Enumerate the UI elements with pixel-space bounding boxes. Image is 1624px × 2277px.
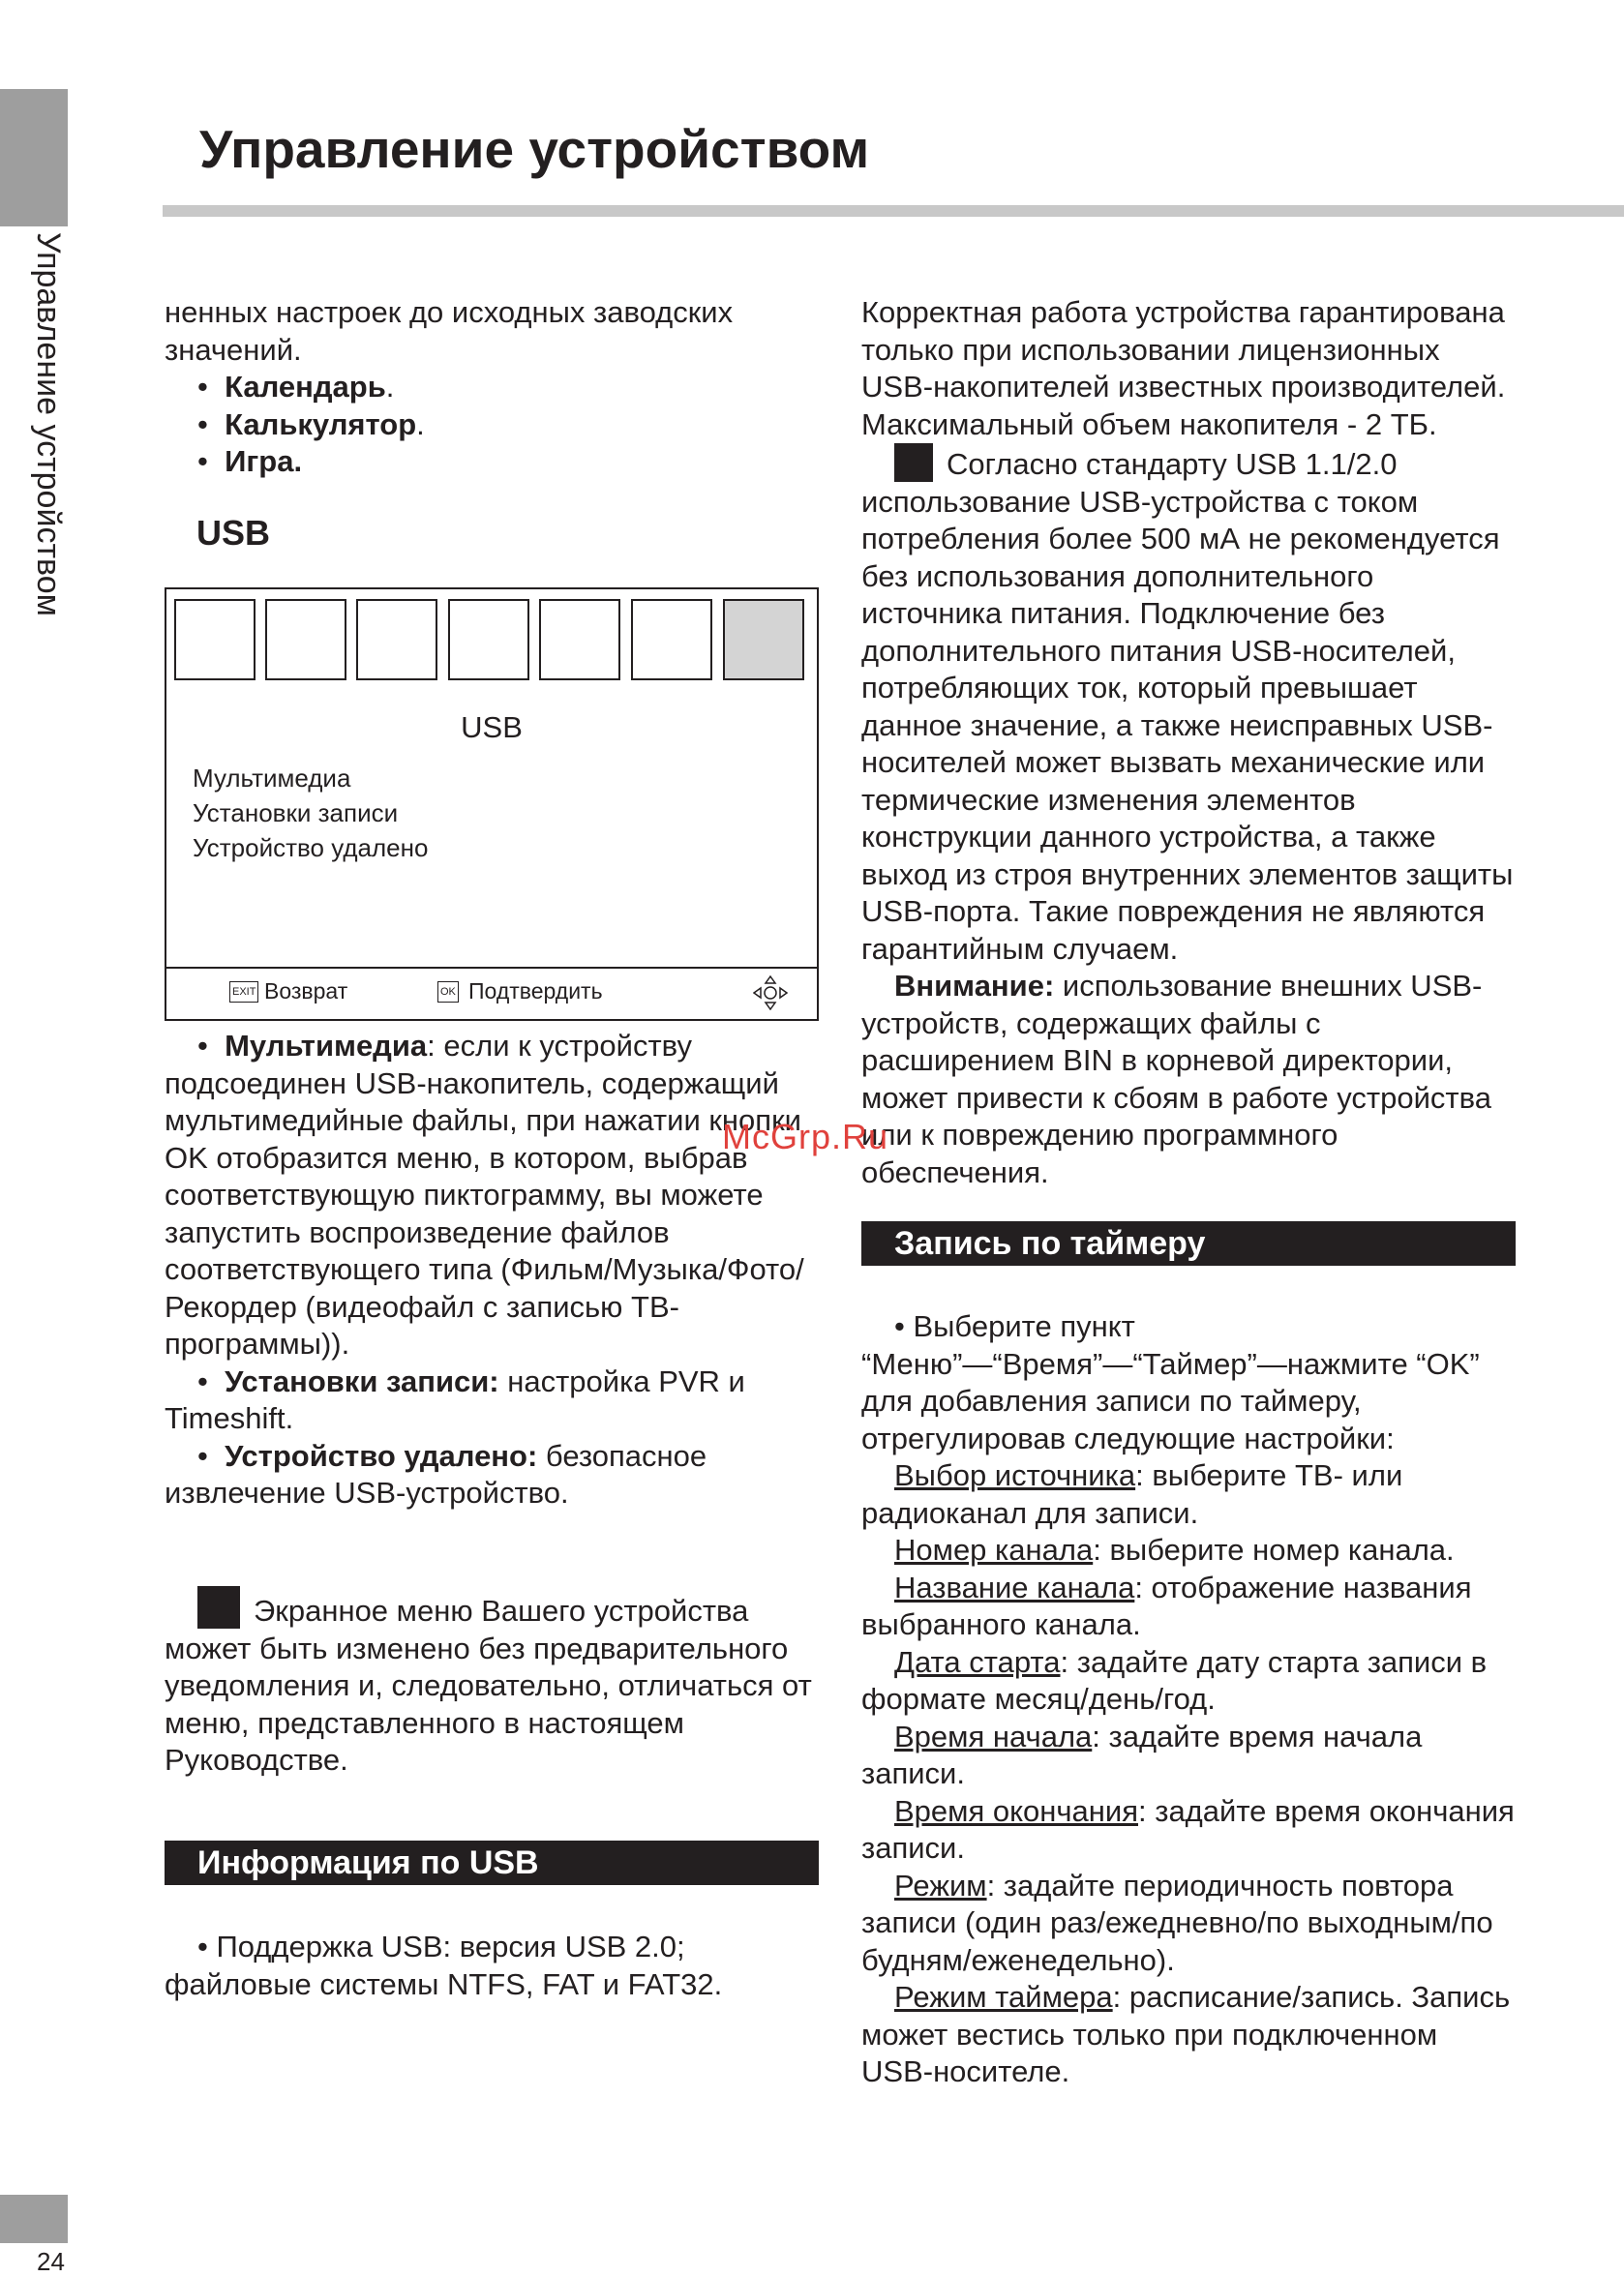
bullet-calendar: • Календарь.: [197, 370, 395, 404]
menu-item-remove-device[interactable]: Устройство удалено: [193, 833, 429, 862]
timer-item-timer-mode: Режим таймера: расписание/запись. Запись может вестись только при подключенном USB-носителе.: [861, 1980, 1511, 2088]
menu-tab-icon-2[interactable]: [265, 599, 346, 680]
left-note: [165, 1586, 823, 1780]
desc-record-settings: • Установки записи: настройка PVR и Timeshift.: [165, 1363, 745, 1435]
menu-footer: [166, 967, 817, 1019]
power-note-text: Согласно стандарту USB 1.1/2.0 использование USB-устройства с током потребления более 500 мА не рекомендуется без использования дополнительного источника питания. Подключение без дополнительного питания USB-носителей, потребляющих ток, который превышает данное значение, а также неисправных USB-носителей может вызвать механические или термические изменения элементов конструкции данного устройства, а также выход из строя внутренних элементов защиты USB-порта. Такие повреждения не являются гарантийным случаем.: [861, 447, 1514, 966]
timer-item-start-date: Дата старта: задайте дату старта записи в формате месяц/день/год.: [861, 1644, 1488, 1716]
page-number-tab: [0, 2195, 68, 2243]
menu-tab-icon-usb-selected[interactable]: [723, 599, 804, 680]
timer-intro: • Выберите пункт “Меню”—“Время”—“Таймер”—нажмите “OK” для добавления записи по таймеру, отрегулировав следующие настройки:: [861, 1309, 1480, 1455]
desc-multimedia: • Мультимедиа: если к устройству подсоединен USB-накопитель, содержащий мультимедийные файлы, при нажатии кнопки OK отобразится меню, в котором, выбрав соответствующую пиктограмму, вы можете запустить воспроизведение файлов соответствующего типа (Фильм/Музыка/Фото/Рекордер (видеофайл с записью ТВ-программы)).: [165, 1029, 804, 1361]
compat-paragraph: Корректная работа устройства гарантирована только при использовании лицензионных USB-накопителей известных производителей. Максимальный объем накопителя - 2 ТБ.: [861, 295, 1506, 441]
menu-descriptions: [165, 1028, 823, 1513]
timer-item-start-time: Время начала: задайте время начала записи.: [861, 1719, 1423, 1790]
warning-paragraph: Внимание: использование внешних USB-устройств, содержащих файлы с расширением BIN в корневой директории, может привести к сбоям в работе устройства или к повреждению программного обеспечения.: [861, 969, 1491, 1189]
ok-label[interactable]: Подтвердить: [468, 978, 603, 1004]
timer-item-mode: Режим: задайте периодичность повтора записи (один раз/ежедневно/по выходным/по будням/еженедельно).: [861, 1868, 1493, 1977]
timer-item-source: Выбор источника: выберите ТВ- или радиоканал для записи.: [861, 1458, 1403, 1530]
usb-info-heading: Информация по USB: [165, 1841, 819, 1885]
desc-remove-device: • Устройство удалено: безопасное извлечение USB-устройство.: [165, 1438, 707, 1510]
menu-item-record-settings[interactable]: Установки записи: [193, 798, 399, 827]
exit-key-icon: EXIT: [229, 981, 258, 1003]
bullet-game: • Игра.: [197, 444, 303, 478]
bullet-calculator: • Калькулятор.: [197, 406, 425, 441]
page-number: 24: [37, 2247, 65, 2276]
timer-heading: Запись по таймеру: [861, 1221, 1516, 1266]
timer-item-channel-name: Название канала: отображение названия выбранного канала.: [861, 1570, 1472, 1641]
menu-title: USB: [461, 710, 523, 744]
exit-label[interactable]: Возврат: [264, 978, 348, 1004]
watermark: McGrp.Ru: [722, 1117, 889, 1156]
menu-item-multimedia[interactable]: Мультимедиа: [193, 764, 351, 793]
side-section-label: Управление устройством: [30, 232, 67, 616]
timer-item-channel-number: Номер канала: выберите номер канала.: [894, 1533, 1455, 1567]
timer-item-end-time: Время окончания: задайте время окончания записи.: [861, 1793, 1515, 1865]
page-title: Управление устройством: [199, 119, 870, 179]
header-rule: [163, 205, 1624, 217]
menu-tab-icon-4[interactable]: [448, 599, 529, 680]
navigation-arrows-icon: [753, 975, 788, 1010]
side-tab-marker: [0, 89, 68, 226]
usb-menu-screen: [165, 587, 819, 1021]
note-text: Экранное меню Вашего устройства может быть изменено без предварительного уведомления и, следовательно, отличаться от меню, представленного в настоящем Руководстве.: [165, 1594, 812, 1777]
left-intro-block: [165, 294, 823, 481]
ok-key-icon: OK: [437, 981, 459, 1003]
usb-section-heading: USB: [196, 513, 271, 553]
menu-tab-icon-1[interactable]: [174, 599, 256, 680]
usb-info-text: • Поддержка USB: версия USB 2.0; файловые системы NTFS, FAT и FAT32.: [165, 1930, 723, 2001]
usb-info-block: [165, 1929, 823, 2003]
timer-block: [861, 1308, 1516, 2091]
menu-tab-icon-6[interactable]: [631, 599, 712, 680]
note-pencil-icon: [894, 443, 933, 482]
menu-tab-icon-5[interactable]: [539, 599, 620, 680]
menu-tab-icon-3[interactable]: [356, 599, 437, 680]
note-pencil-icon: [197, 1586, 240, 1629]
right-text-block: [861, 294, 1516, 1191]
intro-text: ненных настроек до исходных заводских значений.: [165, 295, 734, 367]
